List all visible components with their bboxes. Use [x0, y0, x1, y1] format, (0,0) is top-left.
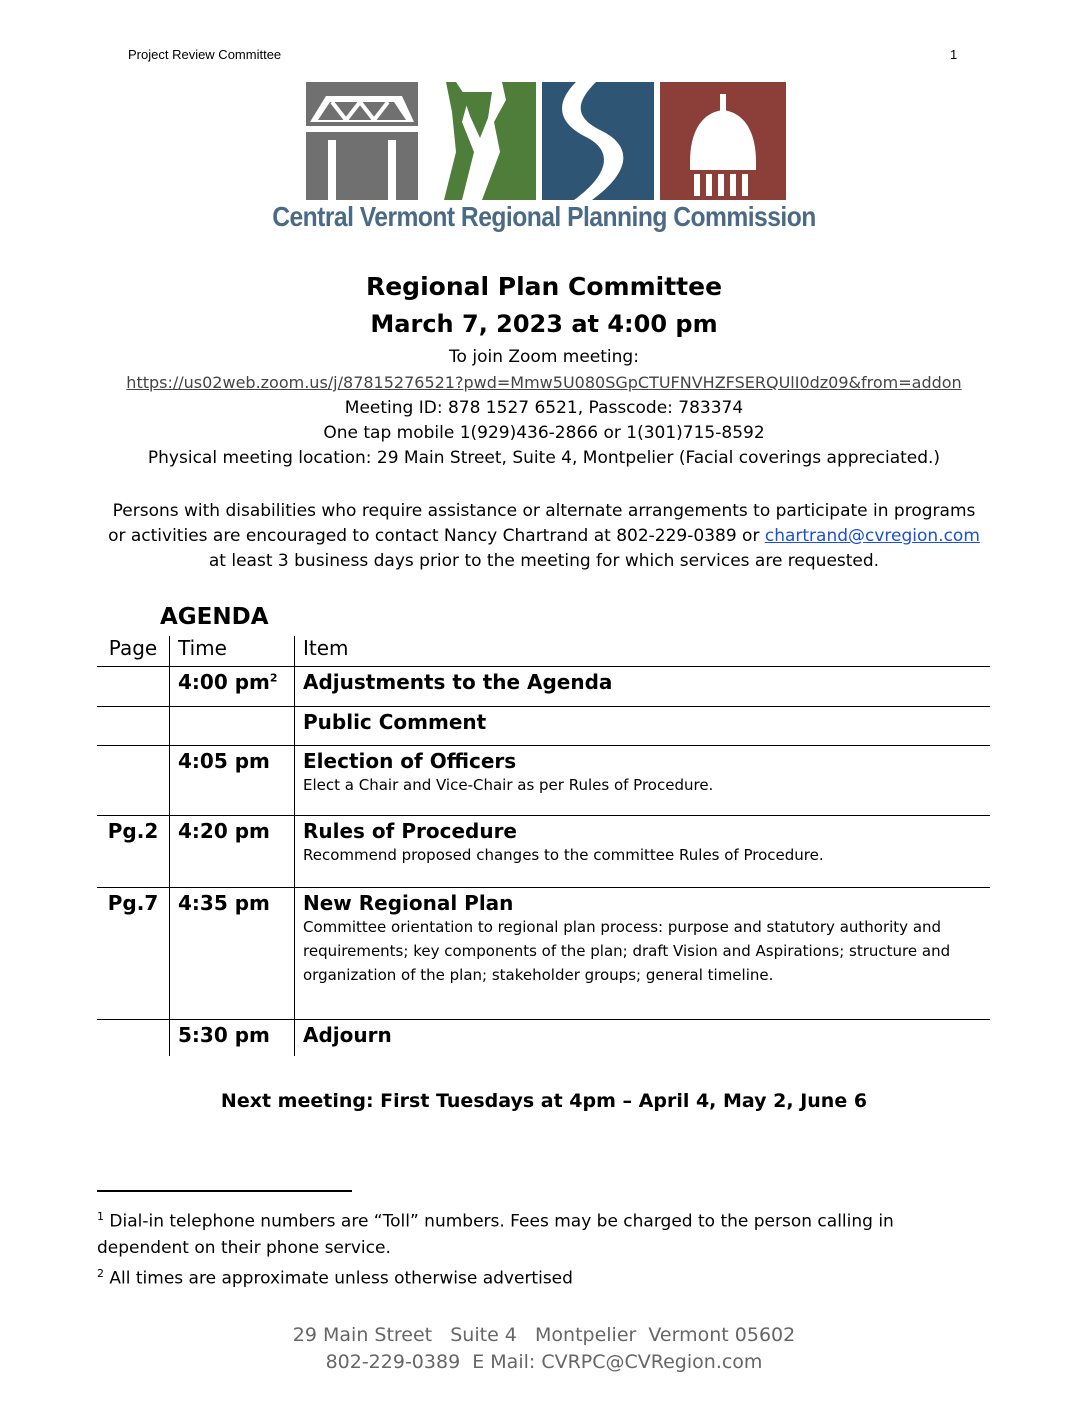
agenda-time: [170, 707, 295, 746]
river-icon: [542, 82, 654, 200]
agenda-heading: AGENDA: [160, 604, 269, 630]
physical-location: Physical meeting location: 29 Main Street, Suite 4, Montpelier (Facial coverings appreciated.): [147, 448, 941, 468]
footer-contact: 802-229-0389 E Mail: CVRPC@CVRegion.com: [325, 1351, 763, 1373]
agenda-item-title: Adjourn: [303, 1023, 392, 1047]
running-header: Project Review Committee: [128, 47, 282, 62]
agenda-time: 4:05 pm: [170, 746, 295, 816]
accessibility-notice: [0, 499, 1088, 574]
organization-name: Central Vermont Regional Planning Commission: [272, 201, 816, 232]
agenda-page: Pg.2: [97, 816, 170, 888]
one-tap-mobile: One tap mobile 1(929)436-2866 or 1(301)715-8592: [323, 423, 765, 443]
agenda-item: [295, 816, 991, 888]
accessibility-line-1: Persons with disabilities who require assistance or alternate arrangements to participate in programs: [112, 501, 976, 521]
footnote-2: $^2$ All times are approximate unless otherwise advertised: [97, 1266, 573, 1289]
agenda-page: [97, 667, 170, 707]
cvrpc-logo: [306, 82, 786, 200]
column-header-item: Item: [295, 636, 991, 667]
agenda-row: [97, 888, 990, 1020]
agenda-item-title: Rules of Procedure: [303, 819, 517, 843]
meeting-details: [0, 345, 1088, 471]
agenda-table: [97, 636, 990, 1056]
page-number: 1: [950, 47, 958, 62]
vermont-map-icon: [424, 82, 536, 200]
agenda-row: [97, 1020, 990, 1056]
agenda-item: [295, 667, 991, 707]
agenda-item: [295, 888, 991, 1020]
agenda-page: Pg.7: [97, 888, 170, 1020]
column-header-time: Time: [170, 636, 295, 667]
accessibility-line-3: at least 3 business days prior to the meeting for which services are requested.: [208, 551, 880, 571]
agenda-item: [295, 707, 991, 746]
agenda-item-description: Elect a Chair and Vice-Chair as per Rules of Procedure.: [303, 776, 714, 794]
agenda-item-title: Adjustments to the Agenda: [303, 670, 613, 694]
agenda-page: [97, 1020, 170, 1056]
agenda-row: [97, 667, 990, 707]
agenda-time: 4:00 $pm^2$: [170, 667, 295, 707]
agenda-row: [97, 816, 990, 888]
footer-address: 29 Main Street Suite 4 Montpelier Vermont 05602: [292, 1324, 796, 1346]
agenda-item-title: Public Comment: [303, 710, 487, 734]
agenda-item: [295, 1020, 991, 1056]
agenda-item-title: New Regional Plan: [303, 891, 514, 915]
next-meeting: Next meeting: First Tuesdays at 4pm – April 4, May 2, June 6: [220, 1090, 868, 1112]
agenda-time: 4:35 pm: [170, 888, 295, 1020]
footnotes: [97, 1204, 957, 1291]
bridge-icon: [306, 82, 418, 200]
page-footer: [0, 1322, 1088, 1376]
agenda-header-row: [97, 636, 990, 667]
footnote-ref: 2: [269, 671, 278, 685]
meeting-date: March 7, 2023 at 4:00 pm: [370, 310, 718, 338]
column-header-page: Page: [97, 636, 170, 667]
accessibility-line-2: or activities are encouraged to contact Nancy Chartrand at 802-229-0389 or: [108, 526, 765, 546]
email-link[interactable]: chartrand@cvregion.com: [764, 526, 980, 546]
agenda-row: [97, 746, 990, 816]
agenda-page: [97, 707, 170, 746]
meeting-title: Regional Plan Committee: [365, 272, 723, 301]
capitol-icon: [660, 82, 786, 200]
agenda-row: [97, 707, 990, 746]
zoom-link[interactable]: https://us02web.zoom.us/j/87815276521?pwd=Mmw5U080SGpCTUFNVHZFSERQUlI0dz09&from=addon: [126, 373, 962, 392]
footnote-divider: [97, 1190, 352, 1192]
footnote-1: $^1$ Dial-in telephone numbers are “Toll” numbers. Fees may be charged to the person calling in dependent on their phone service.: [97, 1210, 894, 1258]
agenda-item-description: Committee orientation to regional plan process: purpose and statutory authority and requirements; key components of the plan; draft Vision and Aspirations; structure and organization of the plan; stakeholder groups; general timeline.: [303, 918, 951, 984]
agenda-page: [97, 746, 170, 816]
agenda-item: [295, 746, 991, 816]
zoom-intro: To join Zoom meeting:: [449, 347, 639, 367]
meeting-id: Meeting ID: 878 1527 6521, Passcode: 783374: [344, 398, 744, 418]
agenda-time: 4:20 pm: [170, 816, 295, 888]
agenda-item-description: Recommend proposed changes to the committee Rules of Procedure.: [303, 846, 824, 864]
agenda-item-title: Election of Officers: [303, 749, 517, 773]
agenda-time: 5:30 pm: [170, 1020, 295, 1056]
